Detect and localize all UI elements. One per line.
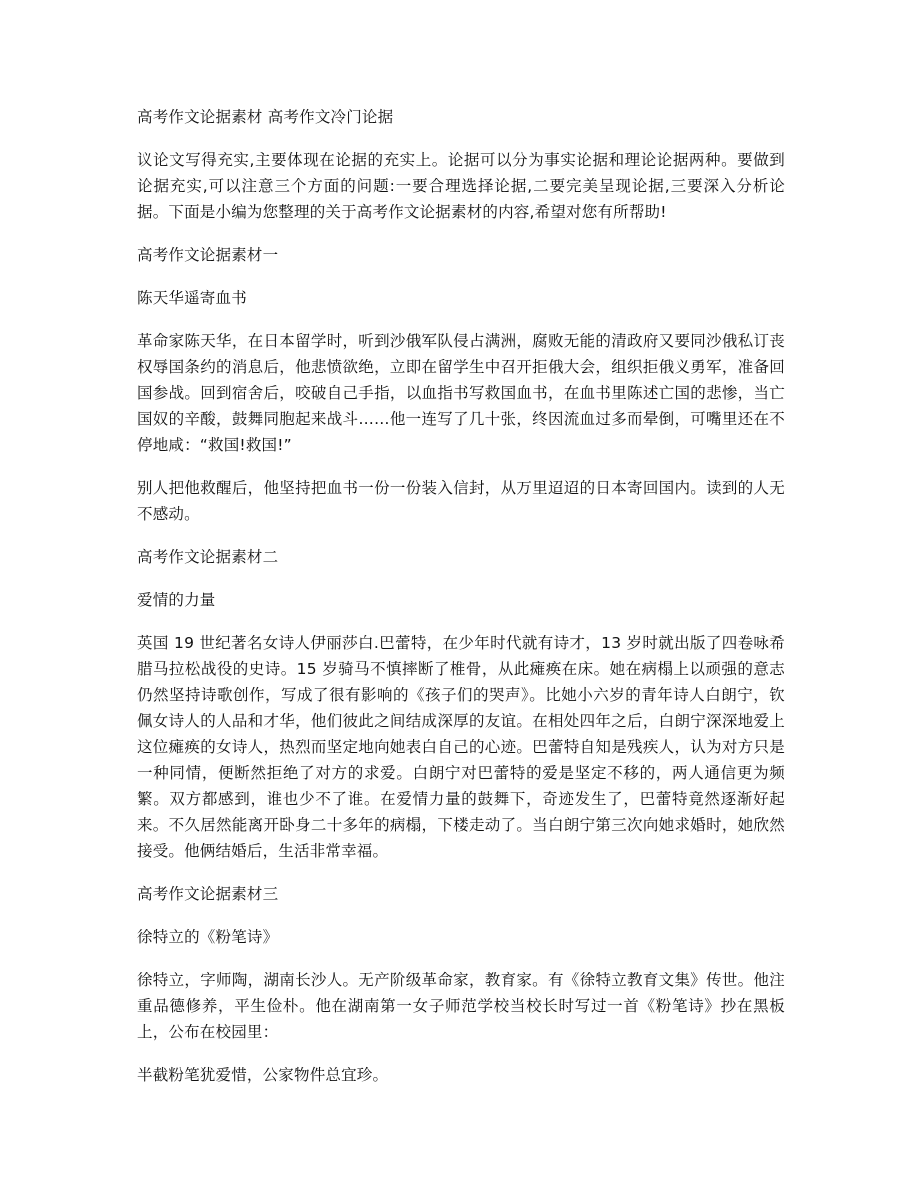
section-3-heading: 高考作文论据素材三 (137, 885, 279, 903)
section-3-paragraph-2: 半截粉笔犹爱惜，公家物件总宜珍。 (137, 1066, 389, 1084)
section-2-paragraph-1: 英国 19 世纪著名女诗人伊丽莎白.巴蕾特，在少年时代就有诗才，13 岁时就出版了四卷咏希腊马拉松战役的史诗。15 岁骑马不慎摔断了椎骨，从此瘫痪在床。她在病榻上以顽强的意志仍然坚持诗歌创作，写成了很有影响的《孩子们的哭声》。比她小六岁的青年诗人白朗宁，钦佩女诗人的人品和才华，他们彼此之间结成深厚的友谊。在相处四年之后，白朗宁深深地爱上这位瘫痪的女诗人，热烈而坚定地向她表白自己的心迹。巴蕾特自知是残疾人，认为对方只是一种同情，便断然拒绝了对方的求爱。白朗宁对巴蕾特的爱是坚定不移的，两人通信更为频繁。双方都感到，谁也少不了谁。在爱情力量的鼓舞下，奇迹发生了，巴蕾特竟然逐渐好起来。不久居然能离开卧身二十多年的病榻，下楼走动了。当白朗宁第三次向她求婚时，她欣然接受。他俩结婚后，生活非常幸福。 (137, 634, 785, 860)
intro-paragraph: 议论文写得充实,主要体现在论据的充实上。论据可以分为事实论据和理论论据两种。要做到论据充实,可以注意三个方面的问题:一要合理选择论据,二要完美呈现论据,三要深入分析论据。下面是小编为您整理的关于高考作文论据素材的内容,希望对您有所帮助! (137, 151, 785, 221)
document-title: 高考作文论据素材 高考作文冷门论据 (137, 108, 394, 126)
section-3-subtitle: 徐特立的《粉笔诗》 (137, 928, 279, 946)
section-3-paragraph-1: 徐特立，字师陶，湖南长沙人。无产阶级革命家，教育家。有《徐特立教育文集》传世。他注重品德修养，平生俭朴。他在湖南第一女子师范学校当校长时写过一首《粉笔诗》抄在黑板上，公布在校园里： (137, 971, 785, 1041)
section-1-heading: 高考作文论据素材一 (137, 246, 279, 264)
section-2-subtitle: 爱情的力量 (137, 591, 216, 609)
section-1-subtitle: 陈天华遥寄血书 (137, 289, 247, 307)
section-1-paragraph-2: 别人把他救醒后，他坚持把血书一份一份装入信封，从万里迢迢的日本寄回国内。读到的人无不感动。 (137, 479, 785, 523)
section-2-heading: 高考作文论据素材二 (137, 548, 279, 566)
section-1-paragraph-1: 革命家陈天华，在日本留学时，听到沙俄军队侵占满洲，腐败无能的清政府又要同沙俄私订丧权辱国条约的消息后，他悲愤欲绝，立即在留学生中召开拒俄大会，组织拒俄义勇军，准备回国参战。回到宿舍后，咬破自己手指，以血指书写救国血书，在血书里陈述亡国的悲惨，当亡国奴的辛酸，鼓舞同胞起来战斗……他一连写了几十张，终因流血过多而晕倒，可嘴里还在不停地咸：“救国!救国!” (137, 332, 785, 454)
